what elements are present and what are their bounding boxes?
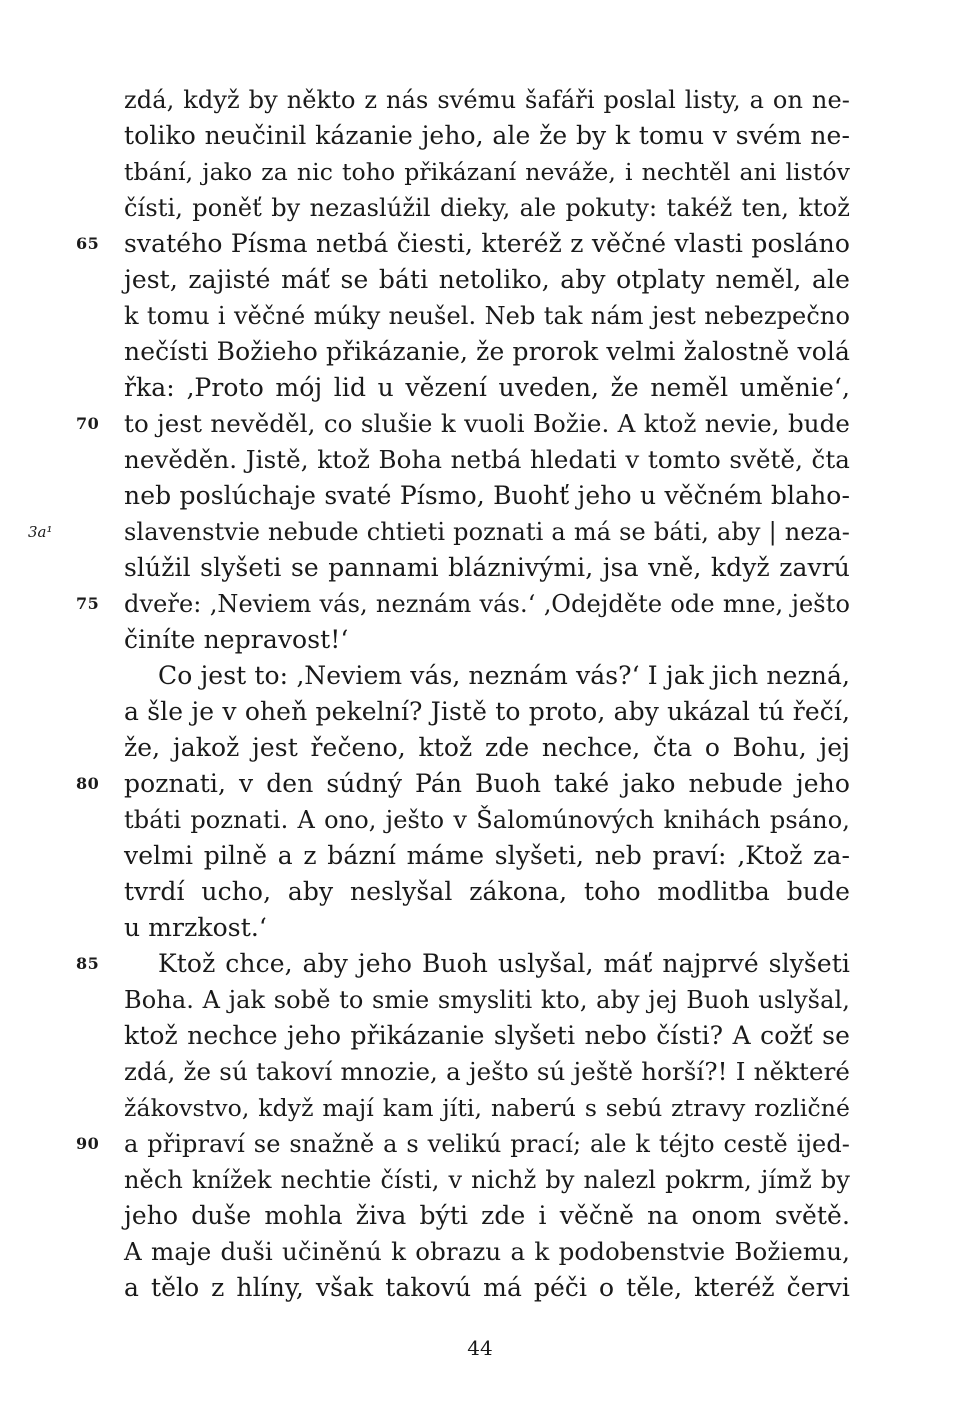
text-line: činíte nepravost!‘ <box>124 625 349 654</box>
text-line: žákovstvo, když mají kam jíti, naberú s sebú ztravy rozličné <box>124 1094 850 1122</box>
text-line: u mrzkost.‘ <box>124 913 267 942</box>
text-line: svatého Písma netbá čiesti, kteréž z věčné vlasti posláno <box>124 229 850 258</box>
text-line: velmi pilně a z bázní máme slyšeti, neb praví: ‚Ktož za- <box>124 841 850 870</box>
text-line: a připraví se snažně a s velikú prací; ale k téjto cestě ijed- <box>124 1130 850 1158</box>
text-line: poznati, v den súdný Pán Buoh také jako nebude jeho <box>124 769 850 798</box>
text-line: nečísti Božieho přikázanie, že prorok velmi žalostně volá <box>124 337 850 366</box>
text-line: tbání, jako za nic toho přikázaní neváže, i nechtěl ani listóv <box>124 158 850 186</box>
line-number-80: 80 <box>76 774 100 793</box>
line-number-75: 75 <box>76 594 100 613</box>
text-line: Co jest to: ‚Neviem vás, neznám vás?‘ I jak jich nezná, <box>158 661 850 690</box>
text-line: jeho duše mohla živa býti zde i věčně na onom světě. <box>124 1201 850 1230</box>
text-line: toliko neučinil kázanie jeho, ale že by k tomu v svém ne- <box>124 121 850 150</box>
text-line: tvrdí ucho, aby neslyšal zákona, toho modlitba bude <box>124 877 850 906</box>
text-line: ktož nechce jeho přikázanie slyšeti nebo čísti? A cožť se <box>124 1021 850 1050</box>
line-number-90: 90 <box>76 1134 100 1153</box>
text-line: Boha. A jak sobě to smie smysliti kto, aby jej Buoh uslyšal, <box>124 986 850 1014</box>
page-number: 44 <box>467 1336 493 1360</box>
text-line: zdá, že sú takoví mnozie, a ješto sú ještě horší?! I některé <box>124 1057 850 1086</box>
text-line: že, jakož jest řečeno, ktož zde nechce, čta o Bohu, jej <box>124 733 850 762</box>
text-line: něch knížek nechtie čísti, v nichž by nalezl pokrm, jímž by <box>124 1166 850 1194</box>
text-line: zdá, když by někto z nás svému šafáři poslal listy, a on ne- <box>124 86 850 114</box>
text-line: tbáti poznati. A ono, ješto v Šalomúnových knihách psáno, <box>124 806 850 834</box>
text-line: čísti, poněť by nezaslúžil dieky, ale pokuty: takéž ten, ktož <box>124 194 850 222</box>
line-number-70: 70 <box>76 414 100 433</box>
text-line: nevěděn. Jistě, ktož Boha netbá hledati v tomto světě, čta <box>124 445 850 474</box>
line-number-65: 65 <box>76 234 100 253</box>
text-line: a tělo z hlíny, však takovú má péči o těle, kteréž červi <box>124 1273 850 1302</box>
text-line: jest, zajisté máť se báti netoliko, aby otplaty neměl, ale <box>124 265 850 294</box>
text-line: to jest nevěděl, co slušie k vuoli Božie. A ktož nevie, bude <box>124 409 850 438</box>
text-line: řka: ‚Proto mój lid u vězení uveden, že neměl uměnie‘, <box>124 373 850 402</box>
folio-marker: 3a¹ <box>28 523 53 541</box>
line-number-85: 85 <box>76 954 100 973</box>
text-line: Ktož chce, aby jeho Buoh uslyšal, máť najprvé slyšeti <box>158 949 850 978</box>
text-line: neb poslúchaje svaté Písmo, Buohť jeho u věčném blaho- <box>124 481 850 510</box>
text-line: k tomu i věčné múky neušel. Neb tak nám jest nebezpečno <box>124 302 850 330</box>
body-text <box>124 82 850 1306</box>
text-line: slavenstvie nebude chtieti poznati a má se báti, aby | neza- <box>124 518 850 546</box>
text-line: A maje duši učiněnú k obrazu a k podobenstvie Božiemu, <box>124 1237 850 1266</box>
text-line: dveře: ‚Neviem vás, neznám vás.‘ ‚Odejděte ode mne, ješto <box>124 590 850 618</box>
text-line: a šle je v oheň pekelní? Jistě to proto, aby ukázal tú řečí, <box>124 697 850 726</box>
text-line: slúžil slyšeti se pannami bláznivými, jsa vně, když zavrú <box>124 553 850 582</box>
